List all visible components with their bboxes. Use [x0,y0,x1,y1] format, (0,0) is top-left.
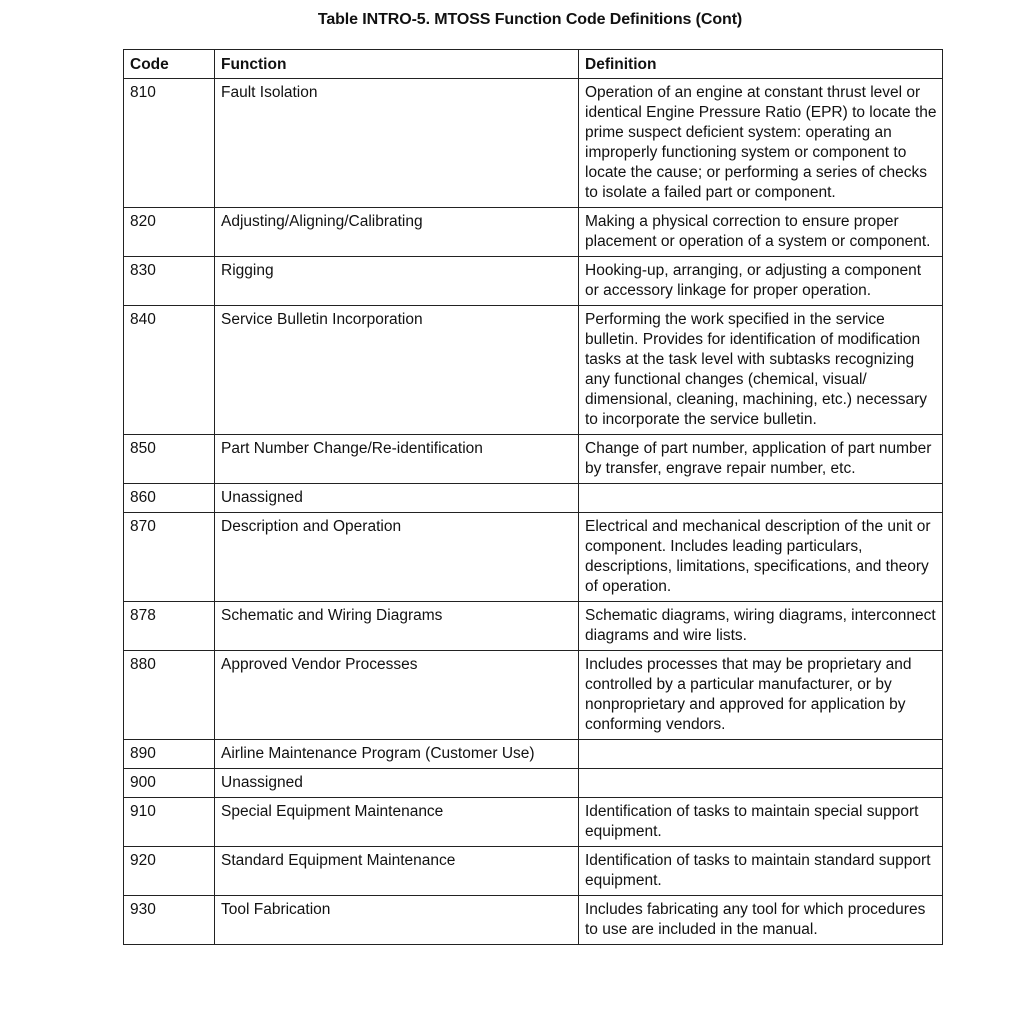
cell-code: 930 [124,896,215,945]
table-row [124,740,943,769]
cell-definition: Identification of tasks to maintain standard support equipment. [579,847,943,896]
cell-definition [579,484,943,513]
cell-function: Rigging [215,257,579,306]
cell-code: 810 [124,79,215,208]
table-header-row [124,50,943,79]
cell-definition: Schematic diagrams, wiring diagrams, interconnect diagrams and wire lists. [579,602,943,651]
function-code-table [123,49,943,945]
cell-code: 878 [124,602,215,651]
cell-definition [579,740,943,769]
cell-code: 850 [124,435,215,484]
cell-definition: Identification of tasks to maintain special support equipment. [579,798,943,847]
cell-code: 820 [124,208,215,257]
table-row [124,847,943,896]
table-row [124,798,943,847]
table-row [124,208,943,257]
cell-function: Approved Vendor Processes [215,651,579,740]
cell-definition: Performing the work specified in the service bulletin. Provides for identification of modification tasks at the task level with subtasks recognizing any functional changes (chemical, visual/ dimensional, cleaning, machining, etc.) necessary to incorporate the service bulletin. [579,306,943,435]
table-row [124,435,943,484]
cell-definition: Change of part number, application of part number by transfer, engrave repair number, etc. [579,435,943,484]
table-row [124,769,943,798]
cell-code: 920 [124,847,215,896]
cell-code: 840 [124,306,215,435]
table-row [124,484,943,513]
cell-function: Unassigned [215,769,579,798]
cell-code: 880 [124,651,215,740]
table-title: Table INTRO-5. MTOSS Function Code Definitions (Cont) [317,11,743,28]
table-row [124,513,943,602]
header-code: Code [124,50,215,79]
table-row [124,651,943,740]
cell-definition: Includes fabricating any tool for which procedures to use are included in the manual. [579,896,943,945]
header-definition: Definition [579,50,943,79]
cell-function: Schematic and Wiring Diagrams [215,602,579,651]
cell-function: Part Number Change/Re-identification [215,435,579,484]
cell-function: Description and Operation [215,513,579,602]
cell-code: 870 [124,513,215,602]
cell-code: 910 [124,798,215,847]
cell-function: Service Bulletin Incorporation [215,306,579,435]
cell-definition [579,769,943,798]
cell-code: 860 [124,484,215,513]
table-row [124,306,943,435]
cell-code: 900 [124,769,215,798]
cell-function: Special Equipment Maintenance [215,798,579,847]
table-row [124,79,943,208]
cell-definition: Hooking-up, arranging, or adjusting a component or accessory linkage for proper operation. [579,257,943,306]
cell-definition: Operation of an engine at constant thrust level or identical Engine Pressure Ratio (EPR) to locate the prime suspect deficient system: operating an improperly functioning system or component to locate the cause; or performing a series of checks to isolate a failed part or component. [579,79,943,208]
cell-function: Unassigned [215,484,579,513]
cell-code: 890 [124,740,215,769]
cell-function: Standard Equipment Maintenance [215,847,579,896]
table-row [124,257,943,306]
cell-function: Fault Isolation [215,79,579,208]
header-function: Function [215,50,579,79]
table-row [124,896,943,945]
cell-function: Airline Maintenance Program (Customer Use) [215,740,579,769]
cell-definition: Making a physical correction to ensure proper placement or operation of a system or component. [579,208,943,257]
cell-function: Adjusting/Aligning/Calibrating [215,208,579,257]
cell-definition: Includes processes that may be proprietary and controlled by a particular manufacturer, or by nonproprietary and approved for application by conforming vendors. [579,651,943,740]
table-row [124,602,943,651]
cell-code: 830 [124,257,215,306]
cell-function: Tool Fabrication [215,896,579,945]
cell-definition: Electrical and mechanical description of the unit or component. Includes leading particulars, descriptions, limitations, specifications, and theory of operation. [579,513,943,602]
